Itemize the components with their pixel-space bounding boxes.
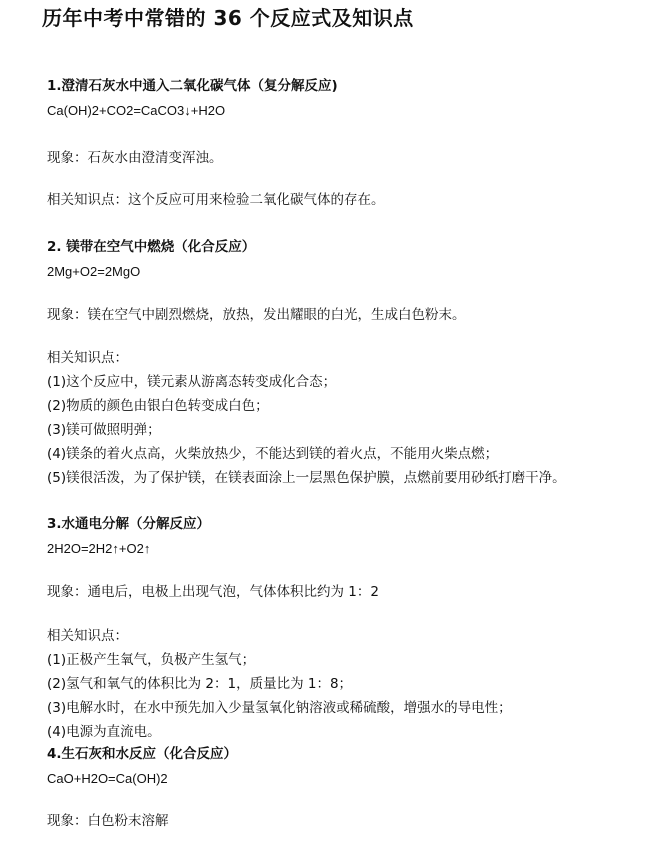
reaction-3-phenomenon: 现象：通电后，电极上出现气泡，气体体积比约为 1：2 — [47, 584, 379, 600]
list-item: (3)电解水时，在水中预先加入少量氢氧化钠溶液或稀硫酸，增强水的导电性； — [47, 700, 512, 716]
reaction-2-heading: 2. 镁带在空气中燃烧（化合反应） — [47, 239, 256, 255]
reaction-4-phenomenon: 现象：白色粉末溶解 — [47, 813, 169, 829]
reaction-3-equation: 2H2O=2H2↑+O2↑ — [47, 541, 151, 556]
list-item: (1)这个反应中，镁元素从游离态转变成化合态； — [47, 374, 337, 390]
reaction-1-phenomenon: 现象：石灰水由澄清变浑浊。 — [47, 150, 223, 166]
reaction-3-heading: 3.水通电分解（分解反应） — [47, 516, 211, 532]
reaction-2-equation: 2Mg+O2=2MgO — [47, 264, 141, 279]
reaction-4-equation: CaO+H2O=Ca(OH)2 — [47, 771, 168, 786]
reaction-2-knowledge-label: 相关知识点： — [47, 350, 128, 366]
list-item: (2)氢气和氧气的体积比为 2：1，质量比为 1：8； — [47, 676, 353, 692]
list-item: (2)物质的颜色由银白色转变成白色； — [47, 398, 269, 414]
reaction-1-equation: Ca(OH)2+CO2=CaCO3↓+H2O — [47, 103, 226, 118]
list-item: (5)镁很活泼，为了保护镁，在镁表面涂上一层黑色保护膜，点燃前要用砂纸打磨干净。 — [47, 470, 566, 486]
list-item: (3)镁可做照明弹； — [47, 422, 161, 438]
reaction-2-phenomenon: 现象：镁在空气中剧烈燃烧，放热，发出耀眼的白光，生成白色粉末。 — [47, 307, 466, 323]
reaction-4-heading: 4.生石灰和水反应（化合反应） — [47, 746, 238, 762]
reaction-1-knowledge: 相关知识点：这个反应可用来检验二氧化碳气体的存在。 — [47, 192, 385, 208]
list-item: (1)正极产生氧气，负极产生氢气； — [47, 652, 256, 668]
list-item: (4)电源为直流电。 — [47, 724, 161, 740]
document-title: 历年中考中常错的 36 个反应式及知识点 — [42, 6, 414, 30]
reaction-1-heading: 1.澄清石灰水中通入二氧化碳气体（复分解反应) — [47, 78, 338, 94]
reaction-3-knowledge-label: 相关知识点： — [47, 628, 128, 644]
list-item: (4)镁条的着火点高，火柴放热少，不能达到镁的着火点，不能用火柴点燃； — [47, 446, 499, 462]
